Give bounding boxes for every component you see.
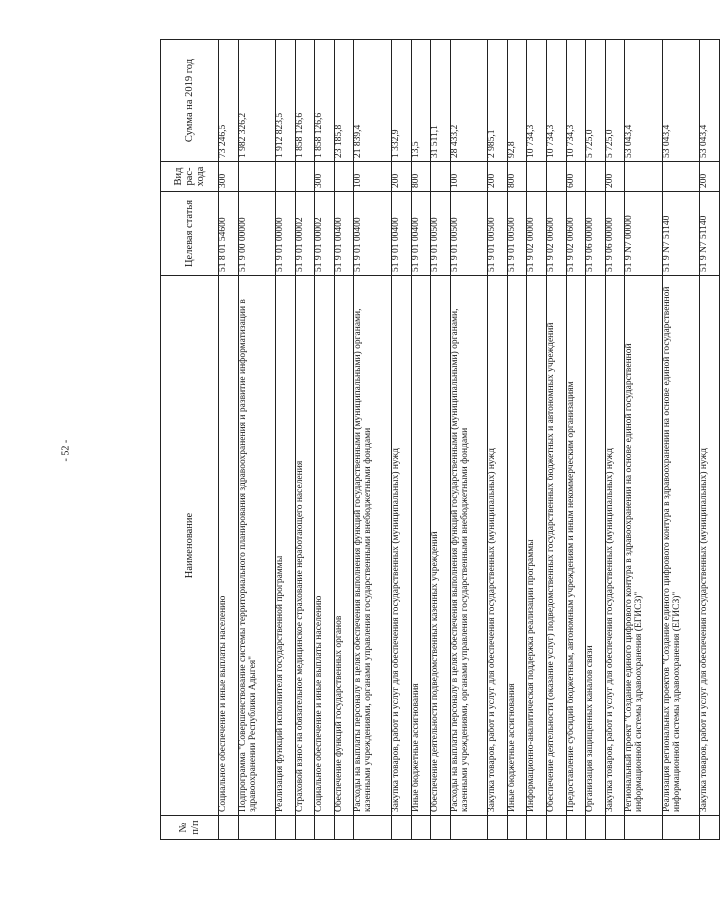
cell-name: Социальное обеспечение и иные выплаты населению (315, 276, 335, 816)
cell-name: Закупка товаров, работ и услуг для обеспечения государственных (муниципальных) нужд (605, 276, 625, 816)
cell-num (507, 816, 527, 840)
table-row (276, 40, 296, 840)
cell-sum: 5 725,0 (586, 40, 606, 162)
cell-name: Закупка товаров, работ и услуг для обеспечения государственных (муниципальных) нужд (391, 276, 411, 816)
cell-sum: 5 725,0 (605, 40, 625, 162)
cell-sum: 53 043,4 (700, 40, 720, 162)
page-number: - 52 - (60, 439, 72, 462)
cell-num (354, 816, 391, 840)
cell-type (547, 162, 567, 192)
cell-type (431, 162, 451, 192)
table-row (411, 40, 431, 840)
budget-table-wrapper (160, 40, 720, 840)
cell-num (625, 816, 662, 840)
cell-num (276, 816, 296, 840)
cell-num (295, 816, 315, 840)
cell-code: 51 9 01 00500 (488, 192, 508, 276)
table-row (625, 40, 662, 840)
table-row (295, 40, 315, 840)
cell-name: Иные бюджетные ассигнования (411, 276, 431, 816)
cell-type (527, 162, 547, 192)
cell-code: 51 9 01 00500 (431, 192, 451, 276)
cell-code: 51 9 01 00400 (334, 192, 354, 276)
table-row (605, 40, 625, 840)
cell-code: 51 9 N7 51140 (700, 192, 720, 276)
cell-code: 51 9 01 00500 (450, 192, 487, 276)
cell-sum: 53 043,4 (625, 40, 662, 162)
cell-type: 200 (488, 162, 508, 192)
cell-name: Обеспечение деятельности (оказание услуг) подведомственных государственных бюджетных и автономных учреждений (547, 276, 567, 816)
cell-num (605, 816, 625, 840)
table-header-row (161, 40, 219, 840)
table-row (700, 40, 720, 840)
cell-num (315, 816, 335, 840)
cell-code: 51 9 N7 51140 (662, 192, 699, 276)
cell-name: Организация защищенных каналов связи (586, 276, 606, 816)
table-row (315, 40, 335, 840)
cell-code: 51 9 06 00000 (586, 192, 606, 276)
cell-num (431, 816, 451, 840)
cell-code: 51 9 02 00000 (527, 192, 547, 276)
cell-code: 51 9 01 00400 (411, 192, 431, 276)
header-code: Целевая статья (161, 192, 219, 276)
table-row (334, 40, 354, 840)
cell-type (276, 162, 296, 192)
cell-type (295, 162, 315, 192)
cell-code: 51 9 01 00500 (507, 192, 527, 276)
cell-code: 51 9 06 00000 (605, 192, 625, 276)
cell-name: Закупка товаров, работ и услуг для обеспечения государственных (муниципальных) нужд (488, 276, 508, 816)
cell-sum: 1 858 126,6 (295, 40, 315, 162)
cell-sum: 73 246,5 (219, 40, 239, 162)
cell-name: Иные бюджетные ассигнования (507, 276, 527, 816)
cell-name: Информационно-аналитическая поддержка реализации программы (527, 276, 547, 816)
cell-num (586, 816, 606, 840)
cell-sum: 10 734,3 (547, 40, 567, 162)
cell-type: 800 (411, 162, 431, 192)
cell-num (488, 816, 508, 840)
cell-name: Расходы на выплаты персоналу в целях обеспечения выполнения функций государственными (муниципальными) органами, казенными учреждениями, органами управления государственными внебюджетными фондами (450, 276, 487, 816)
cell-code: 51 9 01 00400 (354, 192, 391, 276)
cell-sum: 1 912 823,5 (276, 40, 296, 162)
cell-code: 51 9 01 00002 (315, 192, 335, 276)
cell-name: Обеспечение функций государственных органов (334, 276, 354, 816)
cell-sum: 53 043,4 (662, 40, 699, 162)
cell-name: Страховой взнос на обязательное медицинское страхование неработающего населения (295, 276, 315, 816)
cell-type: 100 (450, 162, 487, 192)
cell-name: Закупка товаров, работ и услуг для обеспечения государственных (муниципальных) нужд (700, 276, 720, 816)
cell-code: 51 9 01 00400 (391, 192, 411, 276)
cell-sum: 2 985,1 (488, 40, 508, 162)
cell-num (219, 816, 239, 840)
cell-sum: 13,5 (411, 40, 431, 162)
cell-name: Региональный проект "Создание единого цифрового контура в здравоохранении на основе единой государственной информационной системы здравоохранения (ЕГИСЗ)" (625, 276, 662, 816)
cell-sum: 28 433,2 (450, 40, 487, 162)
cell-sum: 1 332,9 (391, 40, 411, 162)
table-row (391, 40, 411, 840)
cell-num (662, 816, 699, 840)
cell-sum: 92,8 (507, 40, 527, 162)
cell-name: Обеспечение деятельности подведомственных казенных учреждений (431, 276, 451, 816)
header-name: Наименование (161, 276, 219, 816)
header-num: № п/п (161, 816, 219, 840)
header-sum: Сумма на 2019 год (161, 40, 219, 162)
cell-num (391, 816, 411, 840)
cell-type: 300 (219, 162, 239, 192)
cell-code: 51 9 02 00600 (547, 192, 567, 276)
cell-type: 600 (566, 162, 586, 192)
budget-table (160, 39, 720, 840)
cell-type: 200 (605, 162, 625, 192)
table-row (586, 40, 606, 840)
header-type: Вид рас-хода (161, 162, 219, 192)
cell-code: 51 9 02 00600 (566, 192, 586, 276)
cell-num (238, 816, 275, 840)
cell-type (334, 162, 354, 192)
cell-sum: 31 511,1 (431, 40, 451, 162)
cell-sum: 21 839,4 (354, 40, 391, 162)
cell-name: Предоставление субсидий бюджетным, автономным учреждениям и иным некоммерческим организациям (566, 276, 586, 816)
table-row (566, 40, 586, 840)
table-body (219, 40, 720, 840)
cell-code: 51 8 01 54600 (219, 192, 239, 276)
cell-type: 200 (391, 162, 411, 192)
table-row (238, 40, 275, 840)
cell-num (450, 816, 487, 840)
table-row (488, 40, 508, 840)
cell-type (238, 162, 275, 192)
cell-type: 800 (507, 162, 527, 192)
cell-sum: 1 858 126,6 (315, 40, 335, 162)
table-row (450, 40, 487, 840)
cell-sum: 10 734,3 (527, 40, 547, 162)
cell-code: 51 9 N7 00000 (625, 192, 662, 276)
cell-num (547, 816, 567, 840)
table-row (507, 40, 527, 840)
cell-type: 300 (315, 162, 335, 192)
cell-name: Реализация функций исполнителя государственной программы (276, 276, 296, 816)
cell-num (566, 816, 586, 840)
table-row (354, 40, 391, 840)
cell-type: 100 (354, 162, 391, 192)
cell-type (586, 162, 606, 192)
cell-name: Реализация региональных проектов "Создание единого цифрового контура в здравоохранении на основе единой государственной информационной системы здравоохранения (ЕГИСЗ)" (662, 276, 699, 816)
cell-code: 51 9 01 00002 (295, 192, 315, 276)
cell-code: 51 9 00 00000 (238, 192, 275, 276)
cell-name: Расходы на выплаты персоналу в целях обеспечения выполнения функций государственными (муниципальными) органами, казенными учреждениями, органами управления государственными внебюджетными фондами (354, 276, 391, 816)
cell-num (334, 816, 354, 840)
cell-type (662, 162, 699, 192)
table-row (431, 40, 451, 840)
cell-type: 200 (700, 162, 720, 192)
cell-sum: 10 734,3 (566, 40, 586, 162)
cell-code: 51 9 01 00000 (276, 192, 296, 276)
cell-name: Подпрограмма "Совершенствование системы территориального планирования здравоохранения и развитие информатизации в здравоохранении Республики Адыгея" (238, 276, 275, 816)
cell-type (625, 162, 662, 192)
table-row (547, 40, 567, 840)
cell-num (527, 816, 547, 840)
table-row (527, 40, 547, 840)
cell-sum: 23 185,8 (334, 40, 354, 162)
table-row (219, 40, 239, 840)
cell-name: Социальное обеспечение и иные выплаты населению (219, 276, 239, 816)
table-row (662, 40, 699, 840)
cell-sum: 1 982 326,2 (238, 40, 275, 162)
cell-num (700, 816, 720, 840)
cell-num (411, 816, 431, 840)
